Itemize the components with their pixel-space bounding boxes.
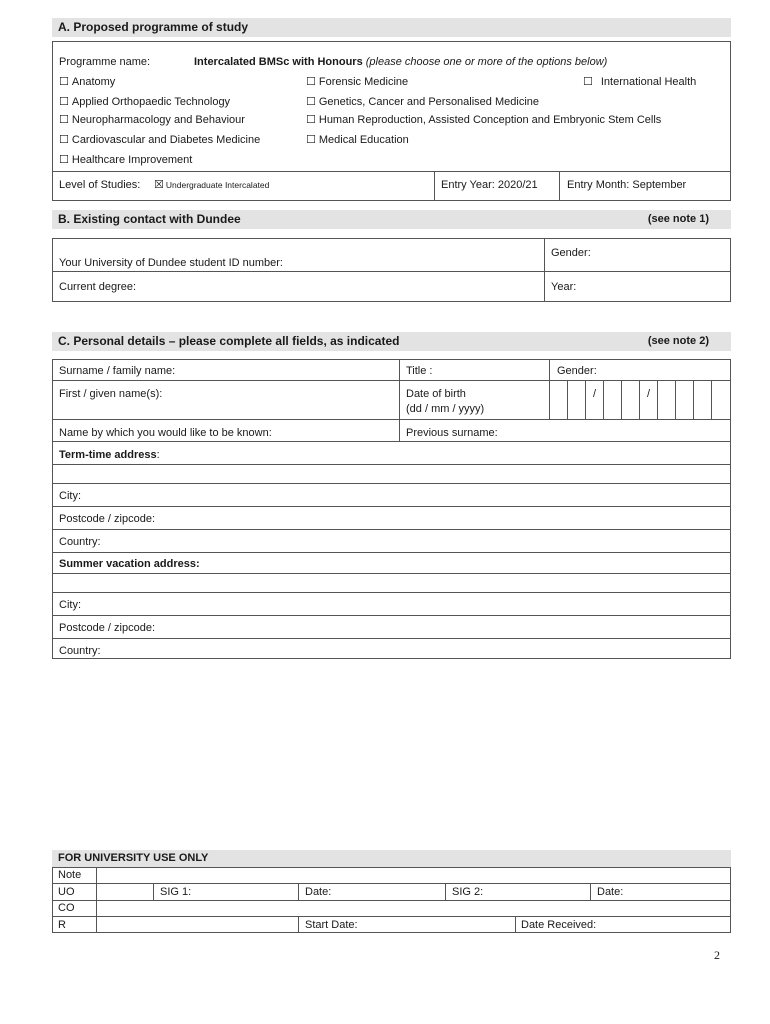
- surname-label: Surname / family name:: [59, 365, 176, 377]
- checkbox-icon[interactable]: ☐: [59, 95, 69, 108]
- divider: [52, 419, 731, 420]
- divider: [445, 883, 446, 900]
- start-date-label: Start Date:: [305, 919, 358, 931]
- university-use-title: FOR UNIVERSITY USE ONLY: [58, 852, 209, 864]
- option-forensic-medicine[interactable]: ☐ Forensic Medicine: [306, 75, 409, 88]
- dob-cell-divider: [603, 380, 604, 419]
- divider: [52, 916, 731, 917]
- uo-label: UO: [58, 886, 75, 898]
- programme-name: [194, 55, 607, 69]
- term-country-label: Country:: [59, 536, 101, 548]
- vacation-postcode-label: Postcode / zipcode:: [59, 622, 156, 634]
- divider: [153, 883, 154, 900]
- checkbox-icon[interactable]: ☐: [59, 133, 69, 146]
- level-of-studies-value[interactable]: ☒ Undergraduate Intercalated: [154, 178, 270, 191]
- divider: [52, 171, 731, 172]
- divider: [559, 171, 560, 201]
- divider: [52, 592, 731, 593]
- divider: [298, 916, 299, 933]
- dob-label: Date of birth: [406, 388, 466, 400]
- dob-cell-divider: [711, 380, 712, 419]
- option-cardiovascular[interactable]: ☐ Cardiovascular and Diabetes Medicine: [59, 133, 261, 146]
- entry-year: Entry Year: 2020/21: [441, 179, 538, 191]
- option-healthcare-improvement[interactable]: ☐ Healthcare Improvement: [59, 153, 193, 166]
- date-label: Date:: [305, 886, 332, 898]
- section-b-note: (see note 1): [647, 213, 709, 225]
- divider: [298, 883, 299, 900]
- divider: [52, 441, 731, 442]
- page-number: 2: [714, 948, 720, 962]
- dob-cell-divider: [657, 380, 658, 419]
- divider: [590, 883, 591, 900]
- divider: [52, 615, 731, 616]
- dob-separator: /: [647, 388, 651, 400]
- term-address-label: Term-time address:: [59, 449, 160, 461]
- dob-cell-divider: [585, 380, 586, 419]
- entry-month: Entry Month: September: [567, 179, 687, 191]
- date-received-label: Date Received:: [521, 919, 597, 931]
- divider: [434, 171, 435, 201]
- current-degree-label: Current degree:: [59, 281, 137, 293]
- programme-label: Programme name:: [59, 56, 151, 68]
- divider: [52, 552, 731, 553]
- option-international-health[interactable]: ☐ International Health: [583, 75, 697, 88]
- first-name-label: First / given name(s):: [59, 388, 163, 400]
- divider: [52, 464, 731, 465]
- checkbox-icon[interactable]: ☐: [59, 113, 69, 126]
- checkbox-icon[interactable]: ☐: [59, 153, 69, 166]
- checkbox-icon[interactable]: ☐: [306, 113, 316, 126]
- section-c-note: (see note 2): [647, 335, 709, 347]
- section-c-box: [52, 359, 731, 659]
- dob-cell-divider: [549, 380, 550, 419]
- option-neuropharmacology[interactable]: ☐ Neuropharmacology and Behaviour: [59, 113, 245, 126]
- dob-cell-divider: [621, 380, 622, 419]
- divider: [515, 916, 516, 933]
- known-as-label: Name by which you would like to be known:: [59, 427, 272, 439]
- gender-label: Gender:: [557, 365, 597, 377]
- checkbox-icon[interactable]: ☐: [306, 95, 316, 108]
- divider: [52, 529, 731, 530]
- checkbox-icon[interactable]: ☐: [583, 75, 593, 88]
- divider: [52, 380, 731, 381]
- title-label: Title :: [406, 365, 433, 377]
- term-postcode-label: Postcode / zipcode:: [59, 513, 156, 525]
- co-label: CO: [58, 902, 75, 914]
- term-city-label: City:: [59, 490, 81, 502]
- divider: [52, 638, 731, 639]
- option-anatomy[interactable]: ☐ Anatomy: [59, 75, 116, 88]
- dob-separator: /: [593, 388, 597, 400]
- section-b-title: B. Existing contact with Dundee: [58, 212, 241, 226]
- section-c-header: [52, 332, 731, 351]
- divider: [52, 573, 731, 574]
- divider: [96, 867, 97, 933]
- divider: [52, 483, 731, 484]
- divider: [52, 506, 731, 507]
- divider: [52, 900, 731, 901]
- note-label: Note: [58, 869, 82, 881]
- dob-format: (dd / mm / yyyy): [406, 403, 485, 415]
- sig1-label: SIG 1:: [160, 886, 192, 898]
- dob-cell-divider: [675, 380, 676, 419]
- r-label: R: [58, 919, 66, 931]
- section-b-box: [52, 238, 731, 302]
- date-label: Date:: [597, 886, 624, 898]
- university-use-header: [52, 850, 731, 867]
- level-of-studies-label: Level of Studies:: [59, 179, 141, 191]
- divider: [544, 238, 545, 302]
- programme-value: Intercalated BMSc with Honours: [194, 56, 363, 68]
- gender-label: Gender:: [551, 247, 591, 259]
- divider: [549, 359, 550, 380]
- vacation-city-label: City:: [59, 599, 81, 611]
- previous-surname-label: Previous surname:: [406, 427, 498, 439]
- checkbox-icon[interactable]: ☐: [306, 133, 316, 146]
- checked-checkbox-icon[interactable]: ☒: [154, 178, 164, 191]
- dob-cell-divider: [693, 380, 694, 419]
- option-genetics-cancer[interactable]: ☐ Genetics, Cancer and Personalised Medicine: [306, 95, 539, 108]
- option-applied-orthopaedic[interactable]: ☐ Applied Orthopaedic Technology: [59, 95, 231, 108]
- section-a-title: A. Proposed programme of study: [58, 20, 249, 34]
- option-medical-education[interactable]: ☐ Medical Education: [306, 133, 409, 146]
- sig2-label: SIG 2:: [452, 886, 484, 898]
- section-a-header: [52, 18, 731, 37]
- checkbox-icon[interactable]: ☐: [59, 75, 69, 88]
- student-id-label: Your University of Dundee student ID number:: [59, 257, 283, 269]
- divider: [399, 359, 400, 441]
- section-b-header: [52, 210, 731, 229]
- checkbox-icon[interactable]: ☐: [306, 75, 316, 88]
- dob-cell-divider: [567, 380, 568, 419]
- dob-cell-divider: [639, 380, 640, 419]
- option-human-reproduction[interactable]: ☐ Human Reproduction, Assisted Conception and Embryonic Stem Cells: [306, 113, 662, 126]
- vacation-address-label: Summer vacation address:: [59, 558, 200, 570]
- vacation-country-label: Country:: [59, 645, 101, 657]
- section-c-title: C. Personal details – please complete all fields, as indicated: [58, 334, 400, 348]
- year-label: Year:: [551, 281, 577, 293]
- programme-hint: (please choose one or more of the options below): [365, 56, 608, 68]
- divider: [52, 271, 731, 272]
